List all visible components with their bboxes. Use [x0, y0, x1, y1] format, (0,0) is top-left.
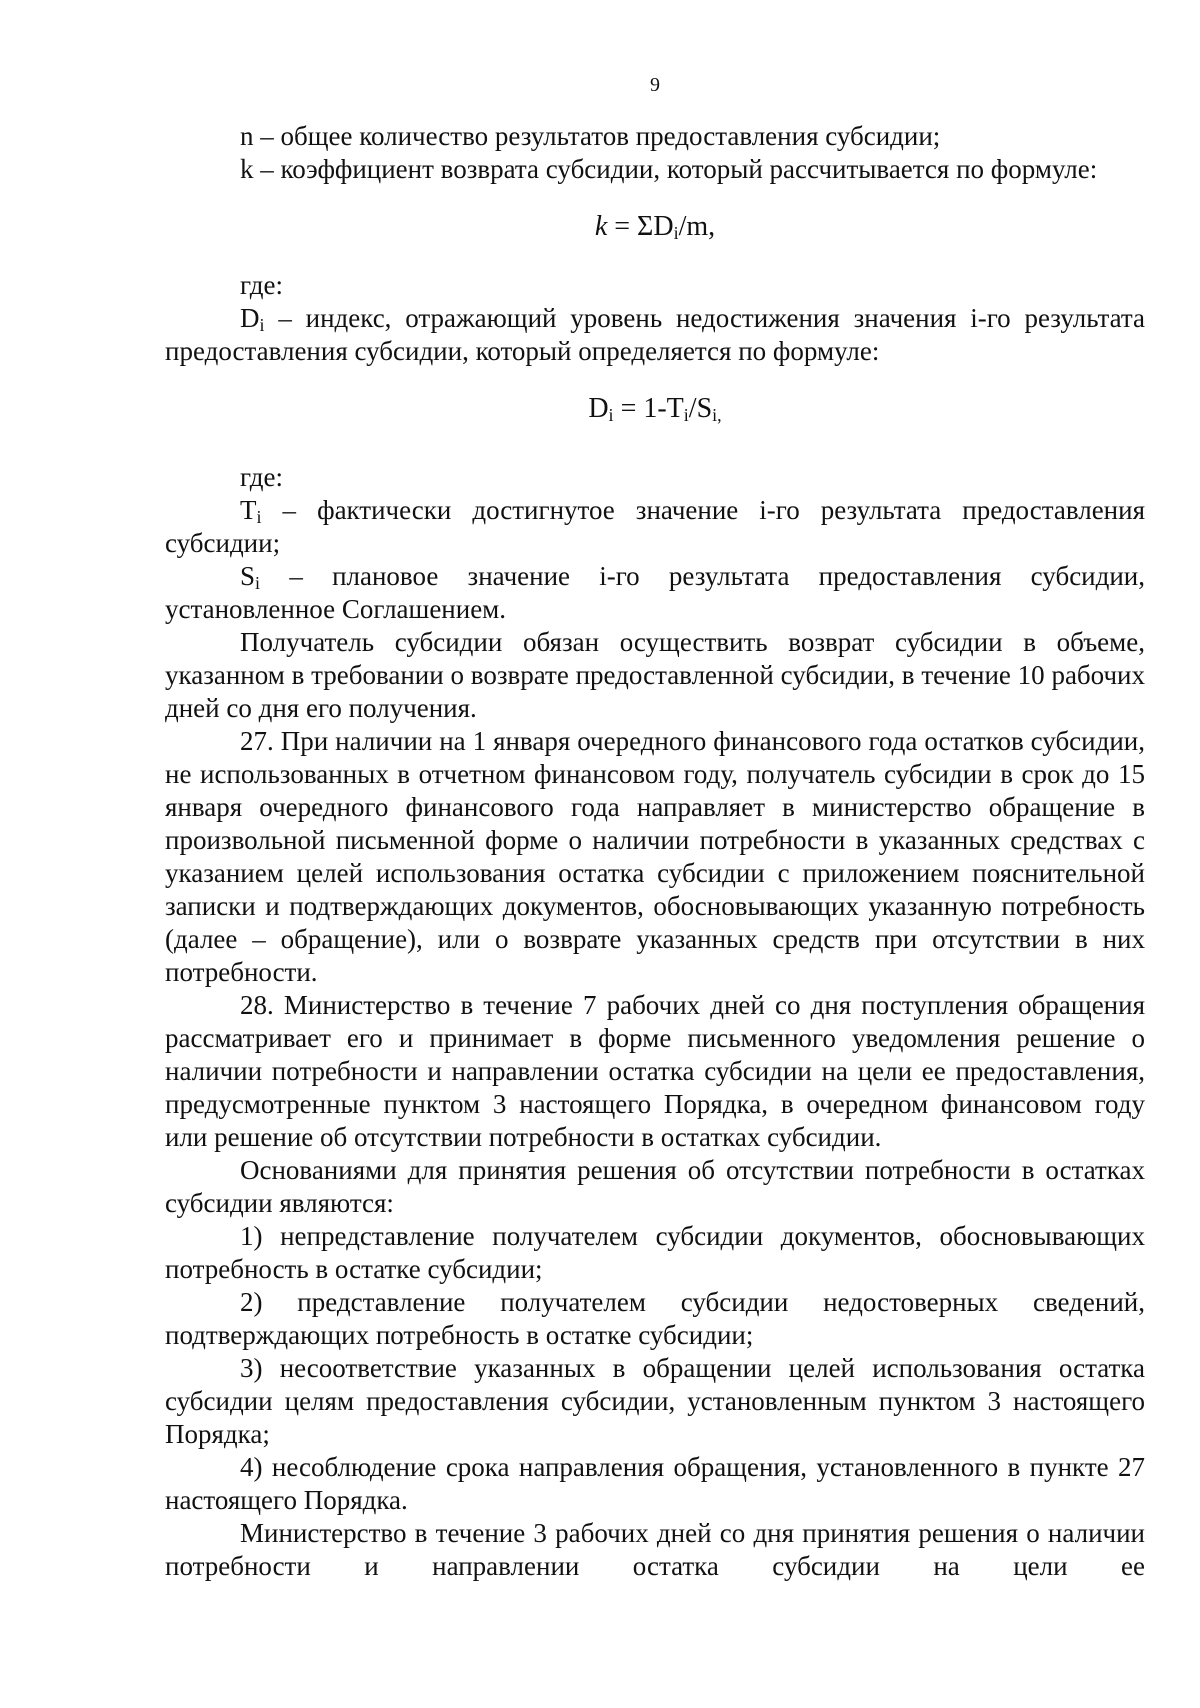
where-label-2: где: [240, 462, 283, 492]
di-definition [165, 302, 1145, 368]
ti-symbol-sub: i [256, 507, 262, 527]
k-formula-tail: /m, [678, 211, 716, 242]
di-symbol: D [240, 303, 260, 333]
k-formula [165, 210, 1145, 243]
document-page [165, 70, 1145, 1583]
k-formula-lhs: k [594, 211, 608, 242]
si-symbol-sub: i [255, 573, 261, 593]
ground-item-2: 2) представление получателем субсидии недостоверных сведений, подтверждающих потребность в остатке субсидии; [165, 1287, 1145, 1350]
n-definition: n – общее количество результатов предоставления субсидии; [240, 121, 941, 151]
ground-item-3: 3) несоответствие указанных в обращении целей использования остатка субсидии целям предоставления субсидии, установленным пунктом 3 настоящего Порядка; [165, 1353, 1145, 1449]
di-definition-text: – индекс, отражающий уровень недостижения значения i-го результата предоставления субсидии, который определяется по формуле: [165, 303, 1146, 366]
d-formula-mid2: /S [688, 393, 713, 424]
last-paragraph: Министерство в течение 3 рабочих дней со дня принятия решения о наличии потребности и направлении остатка субсидии на цели ее [165, 1518, 1145, 1581]
d-formula-mid: = 1-T [613, 393, 684, 424]
k-definition: k – коэффициент возврата субсидии, который рассчитывается по формуле: [240, 154, 1098, 184]
si-definition-text: – плановое значение i-го результата предоставления субсидии, установленное Соглашением. [165, 561, 1146, 624]
d-formula-sub2: i [683, 405, 689, 425]
paragraph-28: 28. Министерство в течение 7 рабочих дней со дня поступления обращения рассматривает его и принимает в форме письменного уведомления решение о наличии потребности и направлении остатка субсидии на цели ее предоставления, предусмотренные пунктом 3 настоящего Порядка, в очередном финансовом году или решение об отсутствии потребности в остатках субсидии. [165, 990, 1145, 1152]
ti-definition-text: – фактически достигнутое значение i-го результата предоставления субсидии; [165, 495, 1145, 558]
d-formula-sub3: i, [712, 405, 722, 425]
ground-item-1: 1) непредставление получателем субсидии документов, обосновывающих потребность в остатке субсидии; [165, 1221, 1145, 1284]
d-formula [165, 392, 1145, 425]
k-formula-sub: i [673, 223, 679, 243]
si-symbol: S [240, 561, 256, 591]
ground-item-4: 4) несоблюдение срока направления обращения, установленного в пункте 27 настоящего Порядка. [165, 1452, 1145, 1515]
page-number: 9 [650, 74, 660, 96]
d-formula-lhs: D [588, 393, 609, 424]
ti-definition [165, 494, 1145, 560]
si-definition [165, 560, 1145, 626]
ti-symbol: T [240, 495, 257, 525]
where-label-1: где: [240, 270, 283, 300]
paragraph-27: 27. При наличии на 1 января очередного финансового года остатков субсидии, не использованных в отчетном финансовом году, получатель субсидии в срок до 15 января очередного финансового года направляет в министерство обращение в произвольной письменной форме о наличии потребности в указанных средствах с указанием целей использования остатка субсидии с приложением пояснительной записки и подтверждающих документов, обосновывающих указанную потребность (далее – обращение), или о возврате указанных средств при отсутствии в них потребности. [165, 726, 1145, 987]
di-symbol-sub: i [259, 315, 265, 335]
return-paragraph: Получатель субсидии обязан осуществить возврат субсидии в объеме, указанном в требовании о возврате предоставленной субсидии, в течение 10 рабочих дней со дня его получения. [165, 627, 1145, 723]
d-formula-sub1: i [608, 405, 614, 425]
k-formula-rhs: = ΣD [614, 211, 674, 242]
grounds-paragraph: Основаниями для принятия решения об отсутствии потребности в остатках субсидии являются: [165, 1155, 1145, 1218]
